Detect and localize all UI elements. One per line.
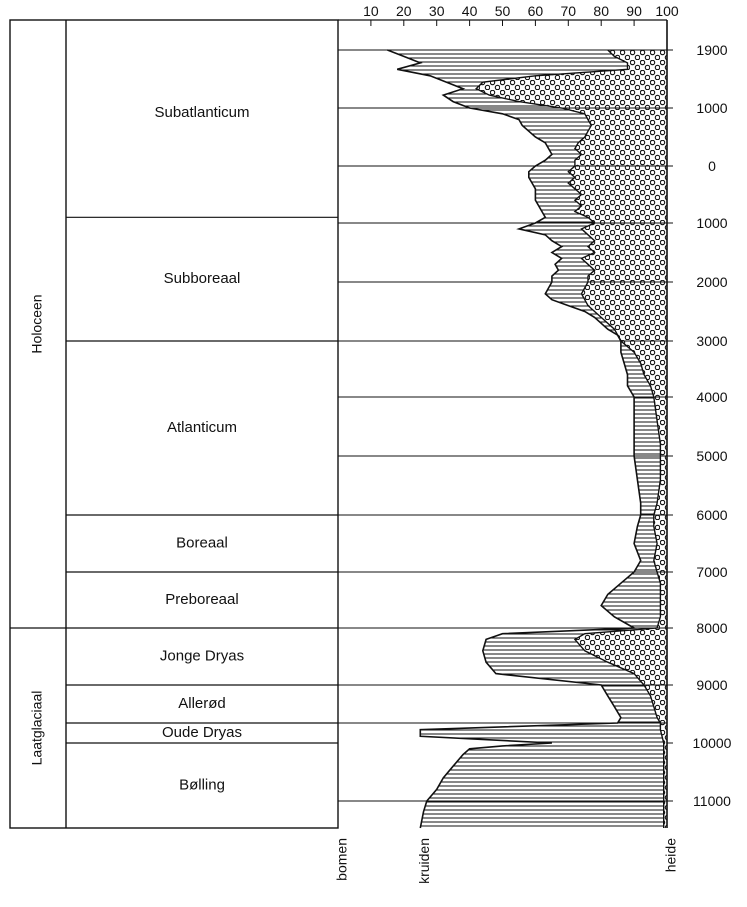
period-label: Subatlanticum xyxy=(154,103,250,121)
y-tick-label: 8000 xyxy=(696,620,728,636)
period-label: Atlanticum xyxy=(166,418,238,436)
y-tick-label: 5000 xyxy=(696,448,728,464)
bottom-series-label: kruiden xyxy=(415,838,432,884)
bottom-series-label: bomen xyxy=(333,838,350,881)
y-tick-label: 9000 xyxy=(696,677,728,693)
x-tick-label: 70 xyxy=(560,3,577,19)
y-tick-label: 7000 xyxy=(696,564,728,580)
x-tick-label: 80 xyxy=(593,3,609,19)
period-label: Boreaal xyxy=(176,534,228,552)
y-tick-label: 1000 xyxy=(696,215,728,231)
x-tick-label: 90 xyxy=(626,3,642,19)
y-tick-label: 4000 xyxy=(696,389,728,405)
x-tick-label: 40 xyxy=(461,3,478,19)
x-tick-label: 20 xyxy=(396,3,412,19)
bottom-series-label: heide xyxy=(662,838,679,873)
x-tick-label: 10 xyxy=(363,3,379,19)
y-tick-label: 2000 xyxy=(696,274,728,290)
x-tick-label: 50 xyxy=(494,3,511,19)
y-tick-label: 10000 xyxy=(692,735,732,751)
era-label: Laatglaciaal xyxy=(28,690,45,766)
era-label: Holoceen xyxy=(28,294,45,354)
y-tick-label: 1900 xyxy=(696,42,728,58)
period-label: Allerød xyxy=(178,694,226,712)
y-tick-label: 11000 xyxy=(693,793,731,809)
period-label: Preboreaal xyxy=(165,590,239,608)
x-tick-label: 60 xyxy=(527,3,544,19)
y-tick-label: 0 xyxy=(708,158,716,174)
period-label: Jonge Dryas xyxy=(159,647,245,665)
x-tick-label: 100 xyxy=(655,3,679,19)
period-label: Bølling xyxy=(179,776,225,794)
y-tick-label: 3000 xyxy=(696,333,728,349)
period-label: Subboreaal xyxy=(163,270,241,288)
y-tick-label: 1000 xyxy=(696,100,728,116)
y-tick-label: 6000 xyxy=(696,507,728,523)
period-table xyxy=(10,20,338,828)
chart-fills xyxy=(387,50,667,828)
x-tick-label: 30 xyxy=(428,3,445,19)
period-label: Oude Dryas xyxy=(161,723,243,741)
